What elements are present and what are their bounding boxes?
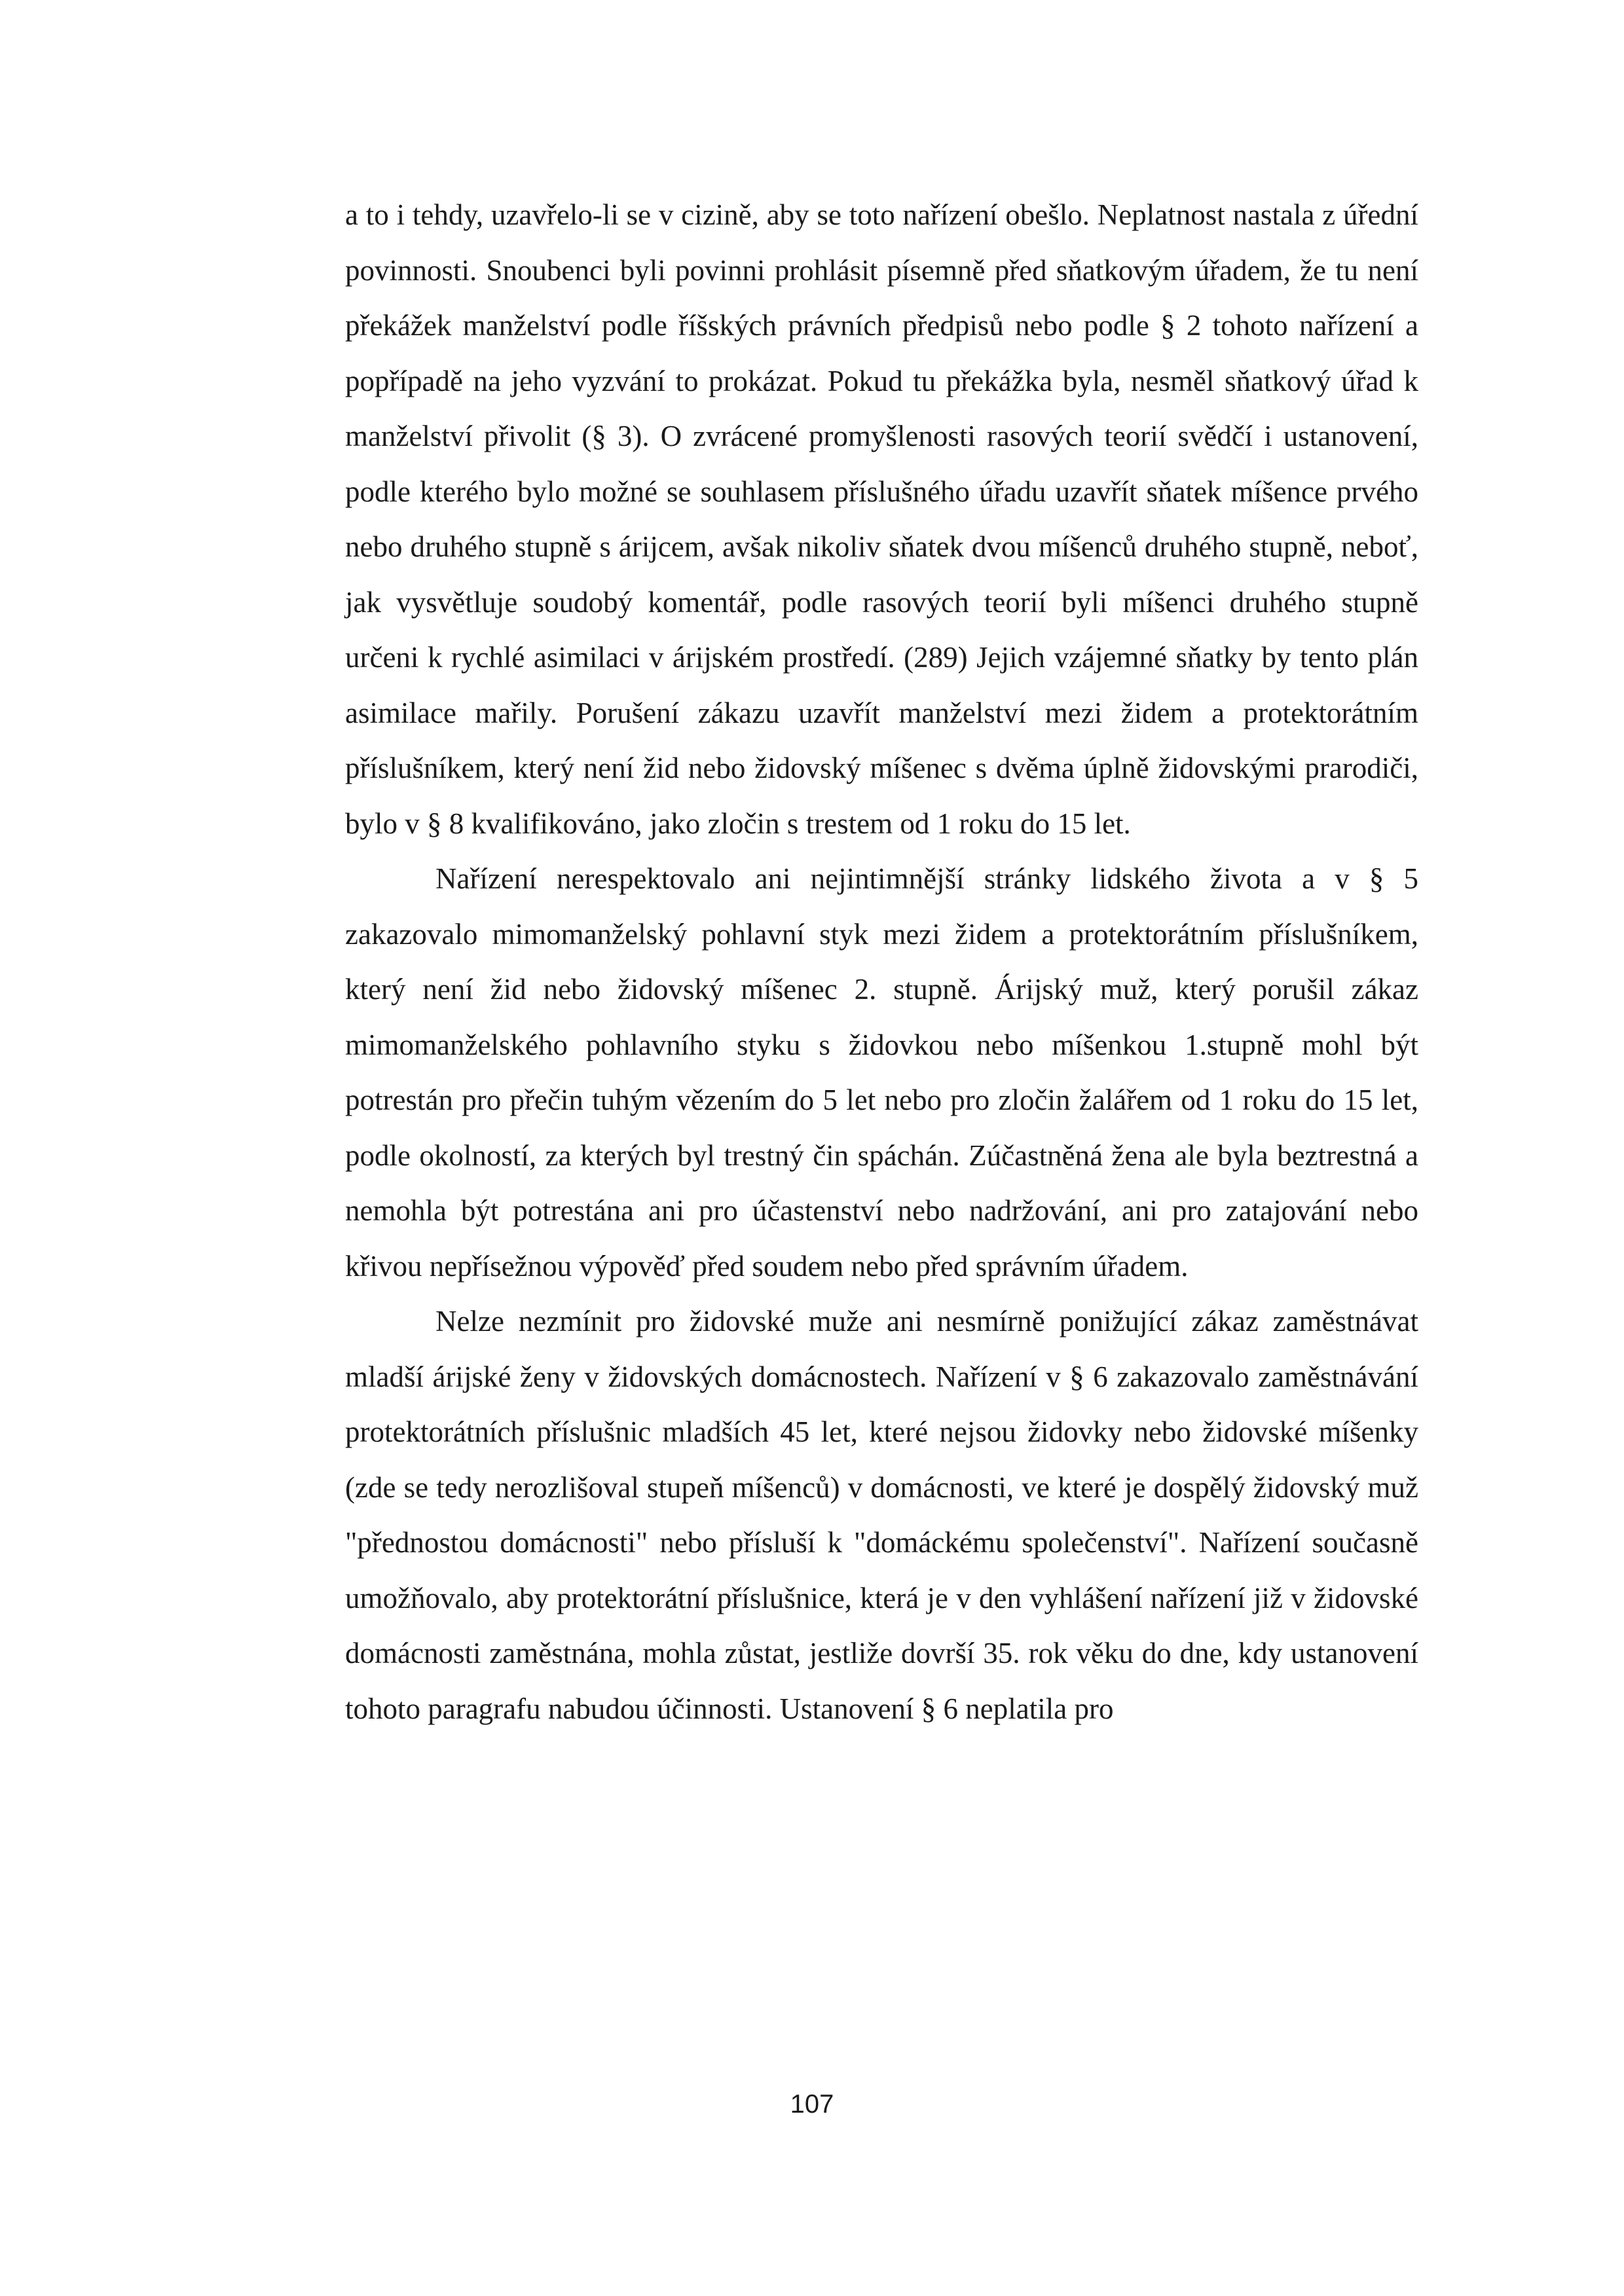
body-text bbox=[345, 187, 1418, 1736]
paragraph: Nelze nezmínit pro židovské muže ani nesmírně ponižující zákaz zaměstnávat mladší árijské ženy v židovských domácnostech. Nařízení v § 6 zakazovalo zaměstnávání protektorátních příslušnic mladších 45 let, které nejsou židovky nebo židovské míšenky (zde se tedy nerozlišoval stupeň míšenců) v domácnosti, ve které je dospělý židovský muž "přednostou domácnosti" nebo přísluší k "domáckému společenství". Nařízení současně umožňovalo, aby protektorátní příslušnice, která je v den vyhlášení nařízení již v židovské domácnosti zaměstnána, mohla zůstat, jestliže dovrší 35. rok věku do dne, kdy ustanovení tohoto paragrafu nabudou účinnosti. Ustanovení § 6 neplatila pro bbox=[345, 1305, 1418, 1725]
page-number: 107 bbox=[790, 2090, 834, 2119]
paragraph: Nařízení nerespektovalo ani nejintimnější stránky lidského života a v § 5 zakazovalo mimomanželský pohlavní styk mezi židem a protektorátním příslušníkem, který není žid nebo židovský míšenec 2. stupně. Árijský muž, který porušil zákaz mimomanželského pohlavního styku s židovkou nebo míšenkou 1.stupně mohl být potrestán pro přečin tuhým vězením do 5 let nebo pro zločin žalářem od 1 roku do 15 let, podle okolností, za kterých byl trestný čin spáchán. Zúčastněná žena ale byla beztrestná a nemohla být potrestána ani pro účastenství nebo nadržování, ani pro zatajování nebo křivou nepřísežnou výpověď před soudem nebo před správním úřadem. bbox=[345, 862, 1418, 1283]
paragraph-continuation: a to i tehdy, uzavřelo-li se v cizině, aby se toto nařízení obešlo. Neplatnost nastala z úřední povinnosti. Snoubenci byli povinni prohlásit písemně před sňatkovým úřadem, že tu není překážek manželství podle říšských právních předpisů nebo podle § 2 tohoto nařízení a popřípadě na jeho vyzvání to prokázat. Pokud tu překážka byla, nesměl sňatkový úřad k manželství přivolit (§ 3). O zvrácené promyšlenosti rasových teorií svědčí i ustanovení, podle kterého bylo možné se souhlasem příslušného úřadu uzavřít sňatek míšence prvého nebo druhého stupně s árijcem, avšak nikoliv sňatek dvou míšenců druhého stupně, neboť, jak vysvětluje soudobý komentář, podle rasových teorií byli míšenci druhého stupně určeni k rychlé asimilaci v árijském prostředí. (289) Jejich vzájemné sňatky by tento plán asimilace mařily. Porušení zákazu uzavřít manželství mezi židem a protektorátním příslušníkem, který není žid nebo židovský míšenec s dvěma úplně židovskými prarodiči, bylo v § 8 kvalifikováno, jako zločin s trestem od 1 roku do 15 let. bbox=[345, 198, 1418, 840]
